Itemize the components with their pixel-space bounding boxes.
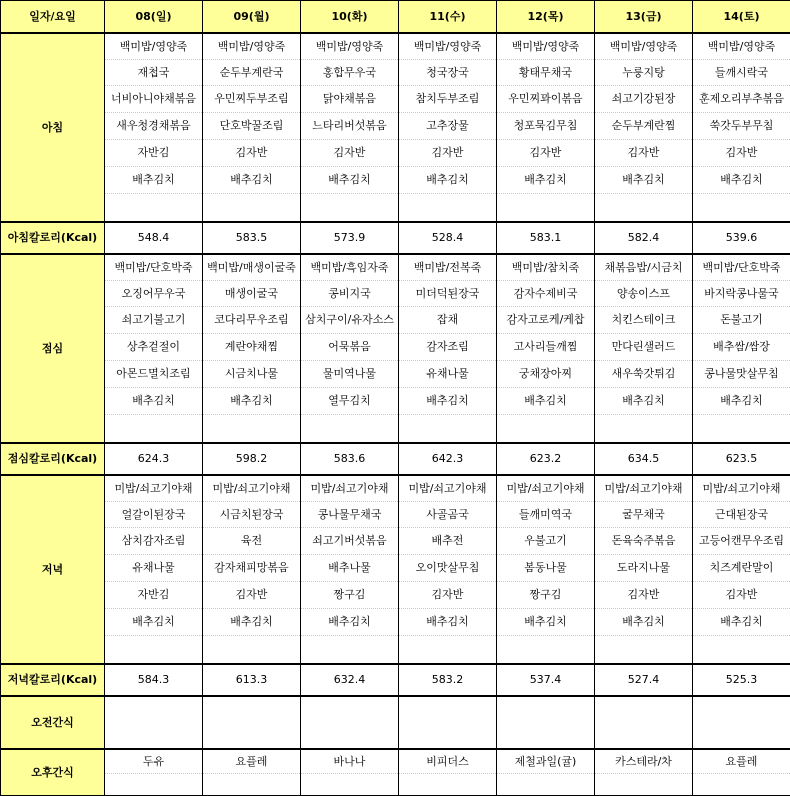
menu-item: 고등어캔무우조림 bbox=[693, 528, 790, 555]
meal-label: 아침 bbox=[1, 33, 105, 222]
menu-item: 배추김치 bbox=[595, 388, 693, 415]
snack-am-item bbox=[399, 696, 497, 749]
calorie-row bbox=[1, 222, 790, 254]
menu-item: 돈불고기 bbox=[693, 307, 790, 334]
menu-item: 짱구김 bbox=[497, 582, 595, 609]
menu-item: 양송이스프 bbox=[595, 281, 693, 307]
calorie-value: 642.3 bbox=[399, 443, 497, 475]
menu-row bbox=[1, 609, 790, 636]
header-corner: 일자/요일 bbox=[1, 1, 105, 34]
snack-pm-row bbox=[1, 749, 790, 774]
menu-item: 백미밥/영양죽 bbox=[203, 33, 301, 60]
calorie-value: 583.1 bbox=[497, 222, 595, 254]
menu-item: 김자반 bbox=[497, 140, 595, 167]
snack-pm-blank-cell bbox=[497, 774, 595, 796]
snack-pm-item: 비피더스 bbox=[399, 749, 497, 774]
menu-item: 너비아니야채볶음 bbox=[105, 86, 203, 113]
header-day: 09(월) bbox=[203, 1, 301, 34]
snack-pm-item: 제철과일(귤) bbox=[497, 749, 595, 774]
calorie-value: 525.3 bbox=[693, 664, 790, 696]
menu-item: 코다리무우조림 bbox=[203, 307, 301, 334]
menu-row bbox=[1, 307, 790, 334]
menu-item bbox=[497, 194, 595, 223]
menu-item: 배추김치 bbox=[105, 167, 203, 194]
menu-item: 배추김치 bbox=[497, 167, 595, 194]
menu-item: 고추장물 bbox=[399, 113, 497, 140]
menu-item: 김자반 bbox=[399, 582, 497, 609]
menu-item: 바지락콩나물국 bbox=[693, 281, 790, 307]
calorie-value: 537.4 bbox=[497, 664, 595, 696]
menu-item: 시금치된장국 bbox=[203, 502, 301, 528]
menu-item: 배추나물 bbox=[301, 555, 399, 582]
header-day: 08(일) bbox=[105, 1, 203, 34]
header-day: 11(수) bbox=[399, 1, 497, 34]
menu-item: 김자반 bbox=[693, 140, 790, 167]
menu-item: 참치두부조림 bbox=[399, 86, 497, 113]
menu-item: 백미밥/단호박죽 bbox=[693, 254, 790, 281]
menu-item: 콩나물맛살무침 bbox=[693, 361, 790, 388]
menu-item: 미밥/쇠고기야채 bbox=[595, 475, 693, 502]
menu-row bbox=[1, 361, 790, 388]
snack-pm-item: 요플레 bbox=[203, 749, 301, 774]
menu-item bbox=[693, 194, 790, 223]
snack-am-item bbox=[497, 696, 595, 749]
snack-pm-blank-cell bbox=[399, 774, 497, 796]
menu-item: 백미밥/영양죽 bbox=[497, 33, 595, 60]
menu-item bbox=[399, 636, 497, 665]
menu-item: 배추김치 bbox=[301, 609, 399, 636]
menu-item: 김자반 bbox=[693, 582, 790, 609]
menu-item: 쇠고기버섯볶음 bbox=[301, 528, 399, 555]
calorie-value: 539.6 bbox=[693, 222, 790, 254]
menu-item: 배추김치 bbox=[497, 609, 595, 636]
menu-row bbox=[1, 555, 790, 582]
snack-pm-blank-cell bbox=[595, 774, 693, 796]
snack-pm-blank-cell bbox=[301, 774, 399, 796]
menu-item bbox=[301, 636, 399, 665]
menu-item: 물미역나물 bbox=[301, 361, 399, 388]
header-day: 13(금) bbox=[595, 1, 693, 34]
menu-item: 들깨시락국 bbox=[693, 60, 790, 86]
snack-pm-item: 두유 bbox=[105, 749, 203, 774]
snack-am-label: 오전간식 bbox=[1, 696, 105, 749]
menu-item: 미밥/쇠고기야채 bbox=[497, 475, 595, 502]
snack-pm-label: 오후간식 bbox=[1, 749, 105, 796]
calorie-value: 623.2 bbox=[497, 443, 595, 475]
menu-item: 훈제오리부추볶음 bbox=[693, 86, 790, 113]
menu-item: 상추겉절이 bbox=[105, 334, 203, 361]
menu-row bbox=[1, 388, 790, 415]
menu-item bbox=[301, 415, 399, 444]
menu-item: 백미밥/영양죽 bbox=[301, 33, 399, 60]
menu-item: 들깨미역국 bbox=[497, 502, 595, 528]
snack-pm-item: 바나나 bbox=[301, 749, 399, 774]
menu-row bbox=[1, 528, 790, 555]
calorie-label: 점심칼로리(Kcal) bbox=[1, 443, 105, 475]
menu-row bbox=[1, 475, 790, 502]
menu-item bbox=[399, 194, 497, 223]
header-day: 14(토) bbox=[693, 1, 790, 34]
menu-item: 배추김치 bbox=[203, 167, 301, 194]
menu-item: 근대된장국 bbox=[693, 502, 790, 528]
menu-item: 감자조림 bbox=[399, 334, 497, 361]
calorie-value: 624.3 bbox=[105, 443, 203, 475]
calorie-value: 573.9 bbox=[301, 222, 399, 254]
menu-item: 유채나물 bbox=[105, 555, 203, 582]
menu-item: 쇠고기강된장 bbox=[595, 86, 693, 113]
menu-item: 계란야채찜 bbox=[203, 334, 301, 361]
menu-item bbox=[399, 415, 497, 444]
menu-item: 돈육숙주볶음 bbox=[595, 528, 693, 555]
menu-item: 김자반 bbox=[595, 582, 693, 609]
menu-item bbox=[105, 636, 203, 665]
menu-item: 우민찌꽈이볶음 bbox=[497, 86, 595, 113]
menu-item: 백미밥/흑임자죽 bbox=[301, 254, 399, 281]
menu-row bbox=[1, 254, 790, 281]
menu-item: 백미밥/참치죽 bbox=[497, 254, 595, 281]
menu-item: 닭야채볶음 bbox=[301, 86, 399, 113]
calorie-value: 634.5 bbox=[595, 443, 693, 475]
menu-item: 청국장국 bbox=[399, 60, 497, 86]
snack-pm-item: 요플레 bbox=[693, 749, 790, 774]
calorie-label: 아침칼로리(Kcal) bbox=[1, 222, 105, 254]
menu-item: 사골곰국 bbox=[399, 502, 497, 528]
menu-item: 단호박꿀조림 bbox=[203, 113, 301, 140]
menu-item: 느타리버섯볶음 bbox=[301, 113, 399, 140]
snack-am-row bbox=[1, 696, 790, 749]
menu-item bbox=[595, 415, 693, 444]
menu-item: 자반김 bbox=[105, 140, 203, 167]
menu-item: 배추김치 bbox=[693, 388, 790, 415]
calorie-row bbox=[1, 443, 790, 475]
menu-item: 배추김치 bbox=[497, 388, 595, 415]
calorie-value: 632.4 bbox=[301, 664, 399, 696]
menu-item bbox=[203, 636, 301, 665]
menu-item: 배추김치 bbox=[399, 388, 497, 415]
menu-item: 굴무채국 bbox=[595, 502, 693, 528]
menu-item: 새우청경채볶음 bbox=[105, 113, 203, 140]
menu-item: 어묵볶음 bbox=[301, 334, 399, 361]
menu-item bbox=[497, 415, 595, 444]
menu-row bbox=[1, 113, 790, 140]
menu-item: 백미밥/영양죽 bbox=[693, 33, 790, 60]
menu-item: 재첩국 bbox=[105, 60, 203, 86]
header-row bbox=[1, 1, 790, 34]
menu-item: 배추김치 bbox=[203, 609, 301, 636]
menu-item: 열무김치 bbox=[301, 388, 399, 415]
menu-item: 누룽지탕 bbox=[595, 60, 693, 86]
menu-row bbox=[1, 86, 790, 113]
menu-item: 백미밥/영양죽 bbox=[399, 33, 497, 60]
calorie-value: 583.5 bbox=[203, 222, 301, 254]
snack-pm-blank-cell bbox=[203, 774, 301, 796]
calorie-row bbox=[1, 664, 790, 696]
menu-item bbox=[105, 415, 203, 444]
snack-pm-blank-cell bbox=[105, 774, 203, 796]
snack-pm-blank-cell bbox=[693, 774, 790, 796]
snack-pm-row-blank bbox=[1, 774, 790, 796]
menu-item bbox=[203, 415, 301, 444]
menu-item: 순두부계란찜 bbox=[595, 113, 693, 140]
header-day: 12(목) bbox=[497, 1, 595, 34]
menu-item: 자반김 bbox=[105, 582, 203, 609]
calorie-value: 583.6 bbox=[301, 443, 399, 475]
snack-am-item bbox=[693, 696, 790, 749]
menu-item: 백미밥/단호박죽 bbox=[105, 254, 203, 281]
meal-label: 점심 bbox=[1, 254, 105, 443]
menu-item: 치즈계란말이 bbox=[693, 555, 790, 582]
menu-item bbox=[595, 194, 693, 223]
menu-item: 배추김치 bbox=[105, 609, 203, 636]
menu-item: 미밥/쇠고기야채 bbox=[105, 475, 203, 502]
menu-item: 홍합무우국 bbox=[301, 60, 399, 86]
menu-row bbox=[1, 502, 790, 528]
menu-item: 배추김치 bbox=[595, 167, 693, 194]
menu-item: 시금치나물 bbox=[203, 361, 301, 388]
menu-item: 콩비지국 bbox=[301, 281, 399, 307]
menu-item: 치킨스테이크 bbox=[595, 307, 693, 334]
menu-row bbox=[1, 636, 790, 665]
menu-item: 배추김치 bbox=[399, 167, 497, 194]
calorie-value: 528.4 bbox=[399, 222, 497, 254]
menu-item: 미밥/쇠고기야채 bbox=[203, 475, 301, 502]
calorie-value: 527.4 bbox=[595, 664, 693, 696]
menu-item: 미밥/쇠고기야채 bbox=[301, 475, 399, 502]
menu-row bbox=[1, 33, 790, 60]
menu-item: 배추김치 bbox=[595, 609, 693, 636]
menu-item: 콩나물무채국 bbox=[301, 502, 399, 528]
snack-am-item bbox=[595, 696, 693, 749]
menu-item: 삼치구이/유자소스 bbox=[301, 307, 399, 334]
menu-item: 미더덕된장국 bbox=[399, 281, 497, 307]
menu-table-body bbox=[1, 1, 790, 796]
menu-item: 우불고기 bbox=[497, 528, 595, 555]
calorie-value: 583.2 bbox=[399, 664, 497, 696]
menu-item: 감자수제비국 bbox=[497, 281, 595, 307]
menu-item: 청포묵김무침 bbox=[497, 113, 595, 140]
menu-row bbox=[1, 415, 790, 444]
meal-label: 저녁 bbox=[1, 475, 105, 664]
menu-item: 고사리들깨찜 bbox=[497, 334, 595, 361]
menu-item: 김자반 bbox=[301, 140, 399, 167]
menu-item: 배추김치 bbox=[693, 609, 790, 636]
menu-item: 도라지나물 bbox=[595, 555, 693, 582]
menu-row bbox=[1, 194, 790, 223]
menu-item: 김자반 bbox=[399, 140, 497, 167]
menu-item: 김자반 bbox=[203, 140, 301, 167]
menu-item: 잡채 bbox=[399, 307, 497, 334]
menu-item bbox=[595, 636, 693, 665]
menu-item: 쑥갓두부무침 bbox=[693, 113, 790, 140]
menu-item bbox=[203, 194, 301, 223]
calorie-value: 584.3 bbox=[105, 664, 203, 696]
menu-item: 아몬드멸치조림 bbox=[105, 361, 203, 388]
menu-item bbox=[105, 194, 203, 223]
menu-item: 김자반 bbox=[203, 582, 301, 609]
menu-row bbox=[1, 582, 790, 609]
calorie-value: 613.3 bbox=[203, 664, 301, 696]
header-day: 10(화) bbox=[301, 1, 399, 34]
menu-item: 감자채피망볶음 bbox=[203, 555, 301, 582]
snack-am-item bbox=[203, 696, 301, 749]
menu-item bbox=[693, 415, 790, 444]
calorie-value: 548.4 bbox=[105, 222, 203, 254]
menu-item: 우민찌두부조림 bbox=[203, 86, 301, 113]
menu-item: 매생이굴국 bbox=[203, 281, 301, 307]
menu-item: 황태무채국 bbox=[497, 60, 595, 86]
snack-pm-item: 카스테라/차 bbox=[595, 749, 693, 774]
menu-item: 짱구김 bbox=[301, 582, 399, 609]
menu-item: 배추김치 bbox=[399, 609, 497, 636]
menu-item: 쇠고기불고기 bbox=[105, 307, 203, 334]
menu-row bbox=[1, 167, 790, 194]
menu-item: 미밥/쇠고기야채 bbox=[693, 475, 790, 502]
menu-item: 배추김치 bbox=[105, 388, 203, 415]
calorie-value: 623.5 bbox=[693, 443, 790, 475]
menu-item: 배추전 bbox=[399, 528, 497, 555]
menu-item: 백미밥/영양죽 bbox=[595, 33, 693, 60]
menu-item: 얼갈이된장국 bbox=[105, 502, 203, 528]
calorie-label: 저녁칼로리(Kcal) bbox=[1, 664, 105, 696]
menu-item: 배추김치 bbox=[203, 388, 301, 415]
menu-item: 김자반 bbox=[595, 140, 693, 167]
menu-item: 백미밥/영양죽 bbox=[105, 33, 203, 60]
menu-item bbox=[301, 194, 399, 223]
menu-item: 유채나물 bbox=[399, 361, 497, 388]
menu-item bbox=[497, 636, 595, 665]
menu-item: 봄동나물 bbox=[497, 555, 595, 582]
calorie-value: 582.4 bbox=[595, 222, 693, 254]
menu-item: 오이맛살무침 bbox=[399, 555, 497, 582]
snack-am-item bbox=[105, 696, 203, 749]
menu-item: 배추쌈/쌈장 bbox=[693, 334, 790, 361]
snack-am-item bbox=[301, 696, 399, 749]
menu-item: 궁채장아찌 bbox=[497, 361, 595, 388]
calorie-value: 598.2 bbox=[203, 443, 301, 475]
menu-item: 배추김치 bbox=[301, 167, 399, 194]
menu-row bbox=[1, 334, 790, 361]
menu-item: 오징어무우국 bbox=[105, 281, 203, 307]
menu-item: 새우쑥갓튀김 bbox=[595, 361, 693, 388]
menu-item: 미밥/쇠고기야채 bbox=[399, 475, 497, 502]
menu-row bbox=[1, 140, 790, 167]
menu-item: 삼치감자조림 bbox=[105, 528, 203, 555]
menu-item: 육전 bbox=[203, 528, 301, 555]
menu-item: 배추김치 bbox=[693, 167, 790, 194]
menu-item: 백미밥/매생이굴죽 bbox=[203, 254, 301, 281]
menu-item: 순두부계란국 bbox=[203, 60, 301, 86]
menu-item: 만다린샐러드 bbox=[595, 334, 693, 361]
menu-item bbox=[693, 636, 790, 665]
menu-row bbox=[1, 60, 790, 86]
menu-row bbox=[1, 281, 790, 307]
menu-item: 백미밥/전복죽 bbox=[399, 254, 497, 281]
menu-item: 감자고로케/케찹 bbox=[497, 307, 595, 334]
menu-item: 채볶음밥/시금치 bbox=[595, 254, 693, 281]
